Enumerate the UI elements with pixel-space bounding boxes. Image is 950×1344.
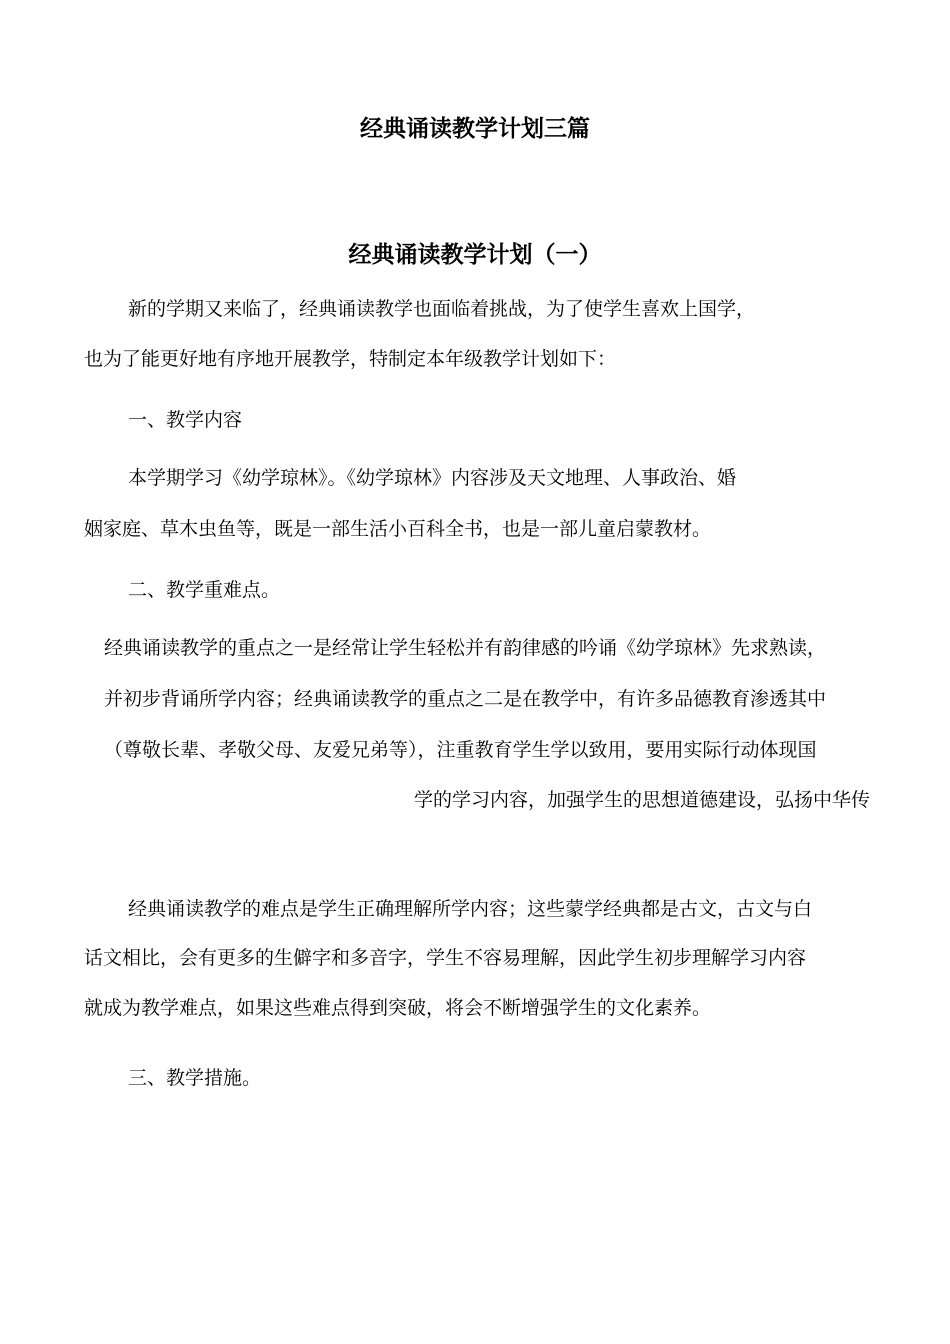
section-title: 经典诵读教学计划（一） [348, 242, 602, 268]
intro-line-1: 新的学期又来临了，经典诵读教学也面临着挑战，为了使学生喜欢上国学， [128, 298, 756, 320]
document-title: 经典诵读教学计划三篇 [360, 116, 590, 142]
key-points-line-4: 学的学习内容，加强学生的思想道德建设，弘扬中华传 [413, 789, 870, 811]
difficulty-line-1: 经典诵读教学的难点是学生正确理解所学内容；这些蒙学经典都是古文，古文与白 [128, 898, 813, 920]
key-points-line-2: 并初步背诵所学内容；经典诵读教学的重点之二是在教学中，有许多品德教育渗透其中 [104, 688, 827, 710]
heading-key-points: 二、教学重难点。 [128, 579, 281, 601]
heading-teaching-measures: 三、教学措施。 [128, 1067, 262, 1089]
key-points-line-3: （尊敬长辈、孝敬父母、友爱兄弟等），注重教育学生学以致用，要用实际行动体现国 [104, 739, 817, 761]
heading-teaching-content: 一、教学内容 [128, 409, 243, 431]
difficulty-line-2: 话文相比，会有更多的生僻字和多音字，学生不容易理解，因此学生初步理解学习内容 [84, 947, 807, 969]
content-line-1: 本学期学习《幼学琼林》。《幼学琼林》内容涉及天文地理、人事政治、婚 [128, 467, 737, 489]
difficulty-line-3: 就成为教学难点，如果这些难点得到突破，将会不断增强学生的文化素养。 [84, 997, 712, 1019]
content-line-2: 姻家庭、草木虫鱼等，既是一部生活小百科全书，也是一部儿童启蒙教材。 [84, 518, 712, 540]
intro-line-2: 也为了能更好地有序地开展教学，特制定本年级教学计划如下： [84, 348, 617, 370]
key-points-line-1: 经典诵读教学的重点之一是经常让学生轻松并有韵律感的吟诵《幼学琼林》先求熟读， [104, 637, 827, 659]
